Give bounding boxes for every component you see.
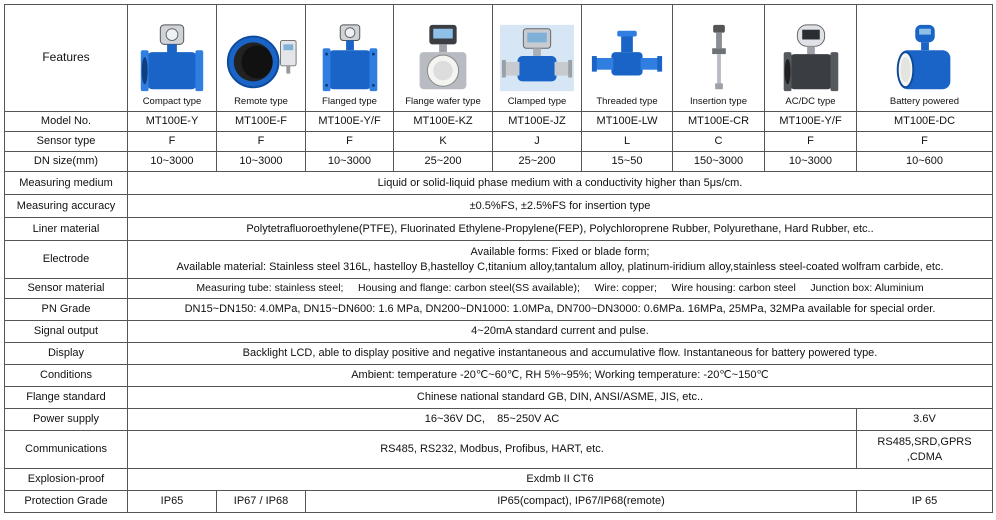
model-cell: MT100E-Y/F xyxy=(306,112,394,132)
compact-flowmeter-icon xyxy=(133,22,211,94)
sensor-cell: F xyxy=(857,132,993,152)
acdc-flowmeter-icon xyxy=(772,22,850,94)
conditions-row xyxy=(5,365,993,387)
dn-cell: 10~600 xyxy=(857,152,993,172)
flanged-flowmeter-icon xyxy=(311,22,389,94)
sensor-cell: F xyxy=(217,132,306,152)
row-label: Explosion-proof xyxy=(5,469,128,491)
protection-mid-value: IP65(compact), IP67/IP68(remote) xyxy=(306,491,857,513)
row-label: Protection Grade xyxy=(5,491,128,513)
row-label: Electrode xyxy=(5,241,128,279)
product-type-label: Battery powered xyxy=(889,96,960,108)
wafer-flowmeter-icon xyxy=(404,22,482,94)
explosion-proof-row xyxy=(5,469,993,491)
clamped-flowmeter-icon xyxy=(498,22,576,94)
model-cell: MT100E-Y/F xyxy=(765,112,857,132)
sensor-material-value: Measuring tube: stainless steel; Housing and flange: carbon steel(SS available); Wire: copper; Wire housing: carbon steel Junction box: Aluminium xyxy=(128,279,993,299)
specification-table xyxy=(4,4,993,513)
remote-flowmeter-icon xyxy=(222,22,300,94)
electrode-materials: Available material: Stainless steel 316L, hastelloy B,hastelloy C,titanium alloy,tantalum alloy, platinum-iridium alloy,stainless steel-coated wolfram carbide, etc. xyxy=(176,260,944,273)
dn-cell: 10~3000 xyxy=(128,152,217,172)
pn-value: DN15~DN150: 4.0MPa, DN15~DN600: 1.6 MPa, DN200~DN1000: 1.0MPa, DN700~DN3000: 0.6MPa. 16MPa, 25MPa, 32MPa available for special order. xyxy=(128,299,993,321)
flange-standard-row xyxy=(5,387,993,409)
model-cell: MT100E-F xyxy=(217,112,306,132)
protection-compact-value: IP65 xyxy=(128,491,217,513)
sensor-cell: F xyxy=(765,132,857,152)
sensor-cell: F xyxy=(306,132,394,152)
product-cell-acdc xyxy=(765,5,857,112)
medium-value: Liquid or solid-liquid phase medium with a conductivity higher than 5μs/cm. xyxy=(128,172,993,195)
product-cell-threaded xyxy=(582,5,673,112)
power-main-value: 16~36V DC, 85~250V AC xyxy=(128,409,857,431)
threaded-flowmeter-icon xyxy=(588,22,666,94)
product-cell-wafer xyxy=(394,5,493,112)
row-label: Measuring medium xyxy=(5,172,128,195)
product-image-row xyxy=(5,5,993,112)
row-label: Model No. xyxy=(5,112,128,132)
electrode-forms: Available forms: Fixed or blade form; xyxy=(470,245,650,258)
electrode-row xyxy=(5,241,993,279)
conditions-value: Ambient: temperature -20℃~60℃, RH 5%~95%; Working temperature: -20℃~150℃ xyxy=(128,365,993,387)
measuring-accuracy-row xyxy=(5,195,993,218)
row-label: Conditions xyxy=(5,365,128,387)
sensor-cell: K xyxy=(394,132,493,152)
features-header: Features xyxy=(5,5,128,112)
dn-cell: 10~3000 xyxy=(765,152,857,172)
row-label: Liner material xyxy=(5,218,128,241)
row-label: Flange standard xyxy=(5,387,128,409)
comms-battery-value xyxy=(857,431,993,469)
product-cell-clamped xyxy=(493,5,582,112)
model-cell: MT100E-DC xyxy=(857,112,993,132)
dn-size-row xyxy=(5,152,993,172)
product-cell-compact xyxy=(128,5,217,112)
accuracy-value: ±0.5%FS, ±2.5%FS for insertion type xyxy=(128,195,993,218)
model-cell: MT100E-Y xyxy=(128,112,217,132)
protection-battery-value: IP 65 xyxy=(857,491,993,513)
display-row xyxy=(5,343,993,365)
dn-cell: 25~200 xyxy=(493,152,582,172)
dn-cell: 10~3000 xyxy=(217,152,306,172)
row-label: Power supply xyxy=(5,409,128,431)
product-cell-remote xyxy=(217,5,306,112)
product-cell-insertion xyxy=(673,5,765,112)
product-type-label: Flanged type xyxy=(322,96,377,108)
pn-grade-row xyxy=(5,299,993,321)
sensor-material-row xyxy=(5,279,993,299)
power-battery-value: 3.6V xyxy=(857,409,993,431)
dn-cell: 150~3000 xyxy=(673,152,765,172)
row-label: Display xyxy=(5,343,128,365)
row-label: Sensor material xyxy=(5,279,128,299)
insertion-flowmeter-icon xyxy=(680,22,758,94)
dn-cell: 25~200 xyxy=(394,152,493,172)
product-type-label: Threaded type xyxy=(596,96,658,108)
row-label: DN size(mm) xyxy=(5,152,128,172)
product-type-label: Compact type xyxy=(142,96,202,108)
dn-cell: 15~50 xyxy=(582,152,673,172)
row-label: Sensor type xyxy=(5,132,128,152)
model-cell: MT100E-CR xyxy=(673,112,765,132)
communications-row xyxy=(5,431,993,469)
electrode-value xyxy=(128,241,993,279)
model-row xyxy=(5,112,993,132)
sensor-cell: L xyxy=(582,132,673,152)
sensor-cell: J xyxy=(493,132,582,152)
signal-output-row xyxy=(5,321,993,343)
liner-material-row xyxy=(5,218,993,241)
row-label: Communications xyxy=(5,431,128,469)
product-type-label: Remote type xyxy=(234,96,288,108)
row-label: Signal output xyxy=(5,321,128,343)
comms-battery-line2: ,CDMA xyxy=(906,450,943,463)
comms-main-value: RS485, RS232, Modbus, Profibus, HART, etc. xyxy=(128,431,857,469)
display-value: Backlight LCD, able to display positive and negative instantaneous and accumulative flow. Instantaneous for battery powered type. xyxy=(128,343,993,365)
product-cell-flanged xyxy=(306,5,394,112)
comms-battery-line1: RS485,SRD,GPRS xyxy=(877,435,972,448)
explosion-value: Exdmb II CT6 xyxy=(128,469,993,491)
signal-value: 4~20mA standard current and pulse. xyxy=(128,321,993,343)
model-cell: MT100E-JZ xyxy=(493,112,582,132)
battery-flowmeter-icon xyxy=(886,22,964,94)
dn-cell: 10~3000 xyxy=(306,152,394,172)
liner-value: Polytetrafluoroethylene(PTFE), Fluorinated Ethylene-Propylene(FEP), Polychloroprene Rubber, Polyurethane, Hard Rubber, etc.. xyxy=(128,218,993,241)
flange-value: Chinese national standard GB, DIN, ANSI/ASME, JIS, etc.. xyxy=(128,387,993,409)
measuring-medium-row xyxy=(5,172,993,195)
product-cell-battery xyxy=(857,5,993,112)
product-type-label: AC/DC type xyxy=(785,96,836,108)
product-type-label: Flange wafer type xyxy=(405,96,481,108)
model-cell: MT100E-LW xyxy=(582,112,673,132)
model-cell: MT100E-KZ xyxy=(394,112,493,132)
sensor-cell: F xyxy=(128,132,217,152)
sensor-cell: C xyxy=(673,132,765,152)
protection-grade-row xyxy=(5,491,993,513)
sensor-type-row xyxy=(5,132,993,152)
product-type-label: Clamped type xyxy=(507,96,567,108)
row-label: PN Grade xyxy=(5,299,128,321)
protection-remote-value: IP67 / IP68 xyxy=(217,491,306,513)
row-label: Measuring accuracy xyxy=(5,195,128,218)
power-supply-row xyxy=(5,409,993,431)
product-type-label: Insertion type xyxy=(689,96,748,108)
